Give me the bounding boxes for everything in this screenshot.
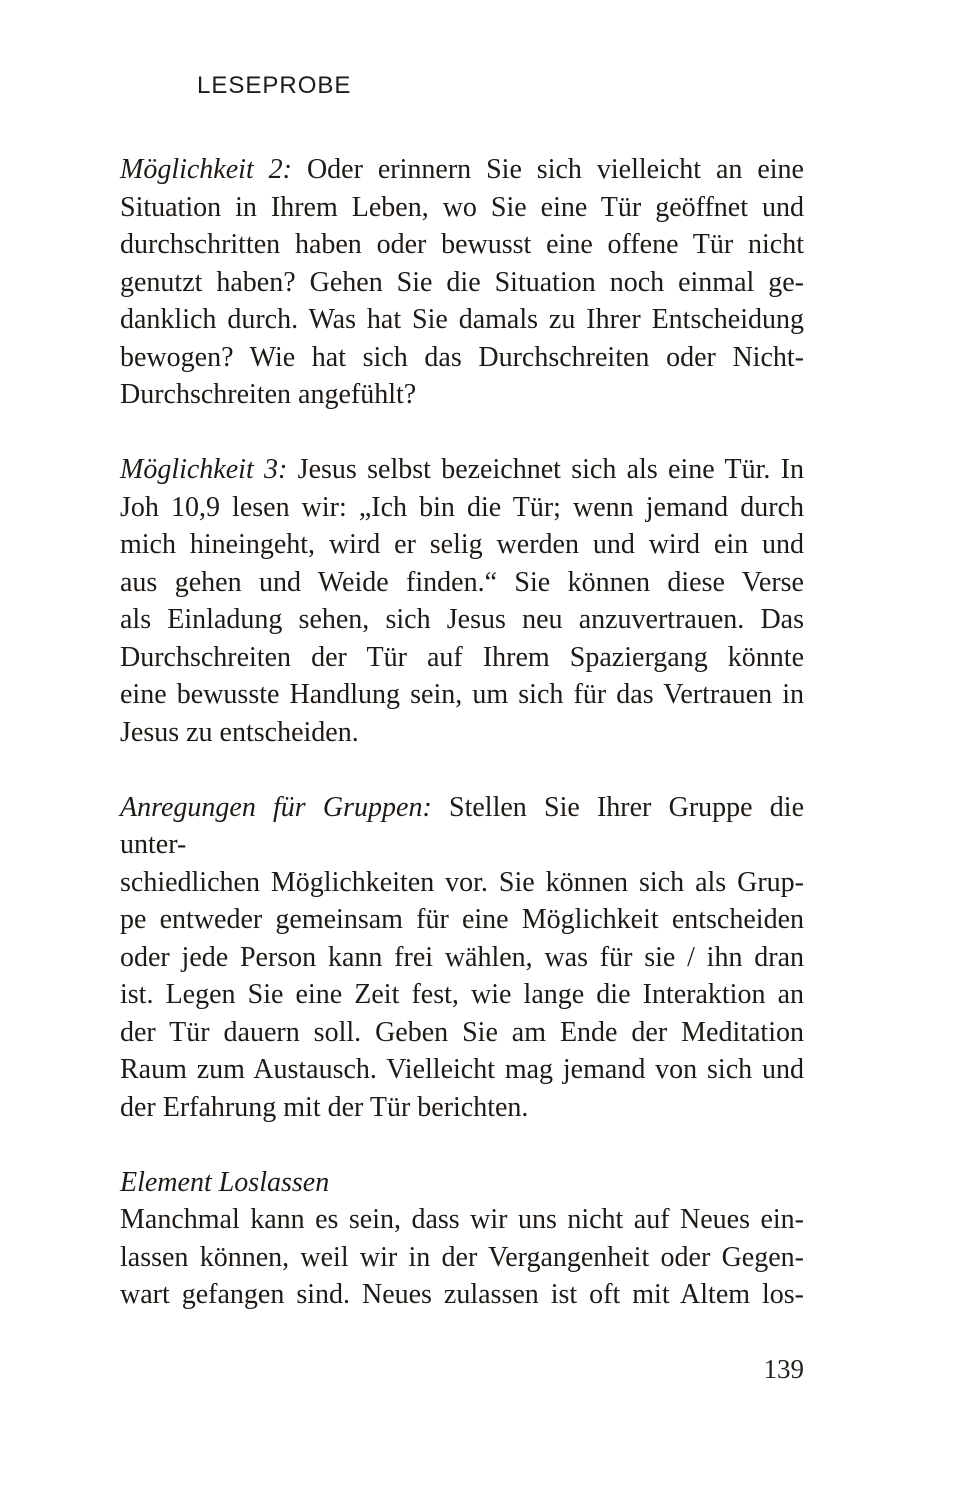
paragraph: [120, 451, 804, 751]
text-line: bewogen? Wie hat sich das Durchschreiten oder Nicht-: [120, 341, 804, 373]
paragraph: [120, 789, 804, 1127]
text-line: Durchschreiten der Tür auf Ihrem Spaziergang könnte: [120, 641, 804, 673]
text-line: [120, 1164, 804, 1202]
italic-lead-phrase: Möglichkeit 3:: [120, 454, 288, 485]
italic-lead-phrase: Element Loslassen: [120, 1166, 330, 1198]
text-line: ist. Legen Sie eine Zeit fest, wie lange die Interaktion an: [120, 979, 804, 1010]
text-line: der Tür dauern soll. Geben Sie am Ende der Meditation: [120, 1016, 804, 1048]
page-header: LESEPROBE: [197, 72, 352, 99]
text-line: Anregungen für Gruppen: Stellen Sie Ihrer Gruppe die unter-: [120, 791, 804, 860]
paragraph: [120, 1164, 804, 1314]
text-line: wart gefangen sind. Neues zulassen ist oft mit Altem los-: [120, 1279, 804, 1310]
text-line: eine bewusste Handlung sein, um sich für das Vertrauen in: [120, 679, 804, 710]
text-line: Möglichkeit 2: Oder erinnern Sie sich vielleicht an eine: [120, 154, 804, 185]
text-line: schiedlichen Möglichkeiten vor. Sie können sich als Grup-: [120, 866, 804, 898]
text-line: der Erfahrung mit der Tür berichten.: [120, 1091, 529, 1123]
text-line: genutzt haben? Gehen Sie die Situation noch einmal ge-: [120, 266, 804, 298]
text-line: Möglichkeit 3: Jesus selbst bezeichnet sich als eine Tür. In: [120, 454, 804, 485]
text-line: lassen können, weil wir in der Vergangenheit oder Gegen-: [120, 1241, 804, 1273]
text-line: Durchschreiten angefühlt?: [120, 379, 417, 410]
paragraph: [120, 151, 804, 414]
text-line: Situation in Ihrem Leben, wo Sie eine Tür geöffnet und: [120, 191, 804, 223]
text-block: [120, 151, 804, 1314]
text-line: Raum zum Austausch. Vielleicht mag jemand von sich und: [120, 1054, 804, 1085]
text-line: mich hineingeht, wird er selig werden und wird ein und: [120, 529, 804, 560]
italic-lead-phrase: Anregungen für Gruppen:: [120, 791, 432, 823]
text-line: Manchmal kann es sein, dass wir uns nicht auf Neues ein-: [120, 1204, 804, 1235]
text-line: durchschritten haben oder bewusst eine offene Tür nicht: [120, 229, 804, 260]
italic-lead-phrase: Möglichkeit 2:: [120, 154, 292, 185]
text-line: danklich durch. Was hat Sie damals zu Ihrer Entscheidung: [120, 304, 804, 335]
text-line: Jesus zu entscheiden.: [120, 716, 359, 748]
text-line: oder jede Person kann frei wählen, was für sie / ihn dran: [120, 941, 804, 973]
page-number: 139: [763, 1354, 804, 1384]
text-line: als Einladung sehen, sich Jesus neu anzuvertrauen. Das: [120, 604, 804, 635]
text-line: pe entweder gemeinsam für eine Möglichkeit entscheiden: [120, 904, 804, 935]
text-line: Joh 10,9 lesen wir: „Ich bin die Tür; wenn jemand durch: [120, 491, 804, 523]
text-line: aus gehen und Weide finden.“ Sie können diese Verse: [120, 566, 804, 598]
